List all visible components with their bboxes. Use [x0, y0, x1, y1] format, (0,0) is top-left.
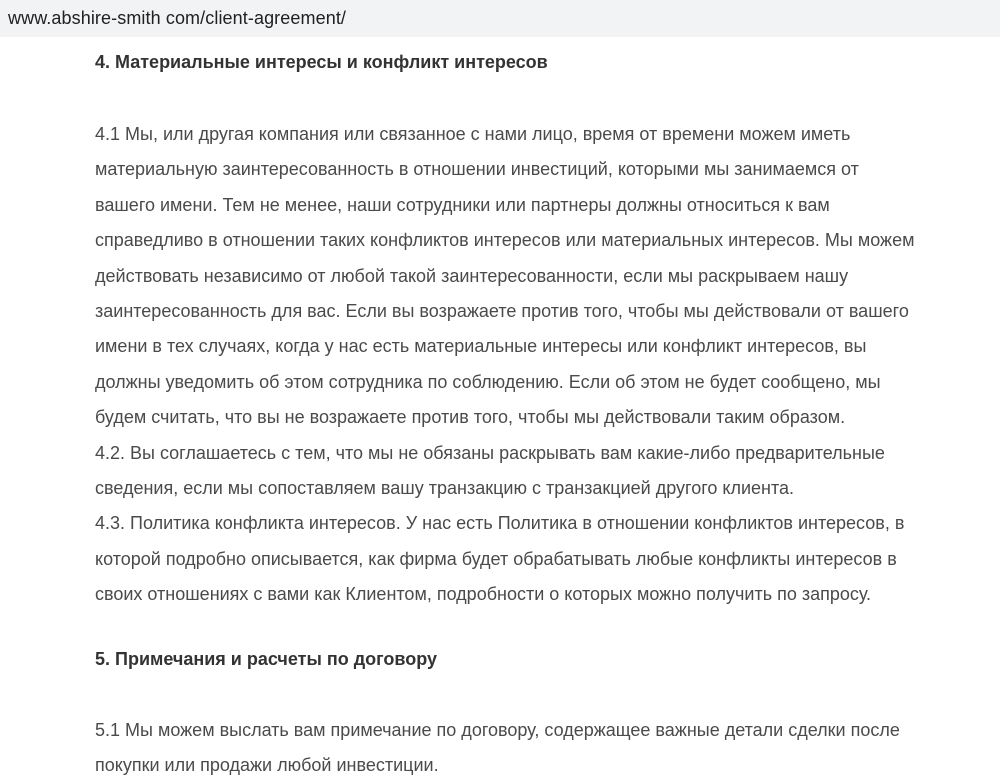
text-line: заинтересованность для вас. Если вы возражаете против того, чтобы мы действовали от вашего: [95, 301, 909, 322]
section-4-body: [95, 117, 995, 613]
url-text[interactable]: www.abshire-smith com/client-agreement/: [8, 8, 347, 28]
section-5-body: [95, 713, 995, 784]
text-line: 5.1 Мы можем выслать вам примечание по договору, содержащее важные детали сделки после: [95, 720, 900, 740]
text-line: должны уведомить об этом сотрудника по соблюдению. Если об этом не будет сообщено, мы: [95, 371, 881, 392]
text-line: имени в тех случаях, когда у нас есть материальные интересы или конфликт интересов, вы: [95, 336, 867, 357]
text-line: действовать независимо от любой такой заинтересованности, если мы раскрываем нашу: [95, 265, 849, 286]
section-4-title: 4. Материальные интересы и конфликт интересов: [95, 52, 548, 72]
text-line: которой подробно описывается, как фирма будет обрабатывать любые конфликты интересов в: [95, 548, 897, 569]
text-line: вашего имени. Тем не менее, наши сотрудники или партнеры должны относиться к вам: [95, 194, 830, 215]
text-line: 4.2. Вы соглашаетесь с тем, что мы не обязаны раскрывать вам какие-либо предварительные: [95, 442, 885, 463]
text-line: справедливо в отношении таких конфликтов интересов или материальных интересов. Мы можем: [95, 230, 915, 251]
text-line: сведения, если мы сопоставляем вашу транзакцию с транзакцией другого клиента.: [95, 478, 795, 499]
text-line: будем считать, что вы не возражаете против того, чтобы мы действовали таким образом.: [95, 407, 846, 428]
text-line: покупки или продажи любой инвестиции.: [95, 755, 439, 776]
text-line: своих отношениях с вами как Клиентом, подробности о которых можно получить по запросу.: [95, 584, 872, 605]
address-bar[interactable]: [0, 0, 1000, 37]
section-5-title: 5. Примечания и расчеты по договору: [95, 649, 437, 669]
text-line: 4.1 Мы, или другая компания или связанное с нами лицо, время от времени можем иметь: [95, 124, 851, 144]
text-line: 4.3. Политика конфликта интересов. У нас есть Политика в отношении конфликтов интересов, в: [95, 513, 905, 534]
text-line: материальную заинтересованность в отношении инвестиций, которыми мы занимаемся от: [95, 159, 859, 180]
